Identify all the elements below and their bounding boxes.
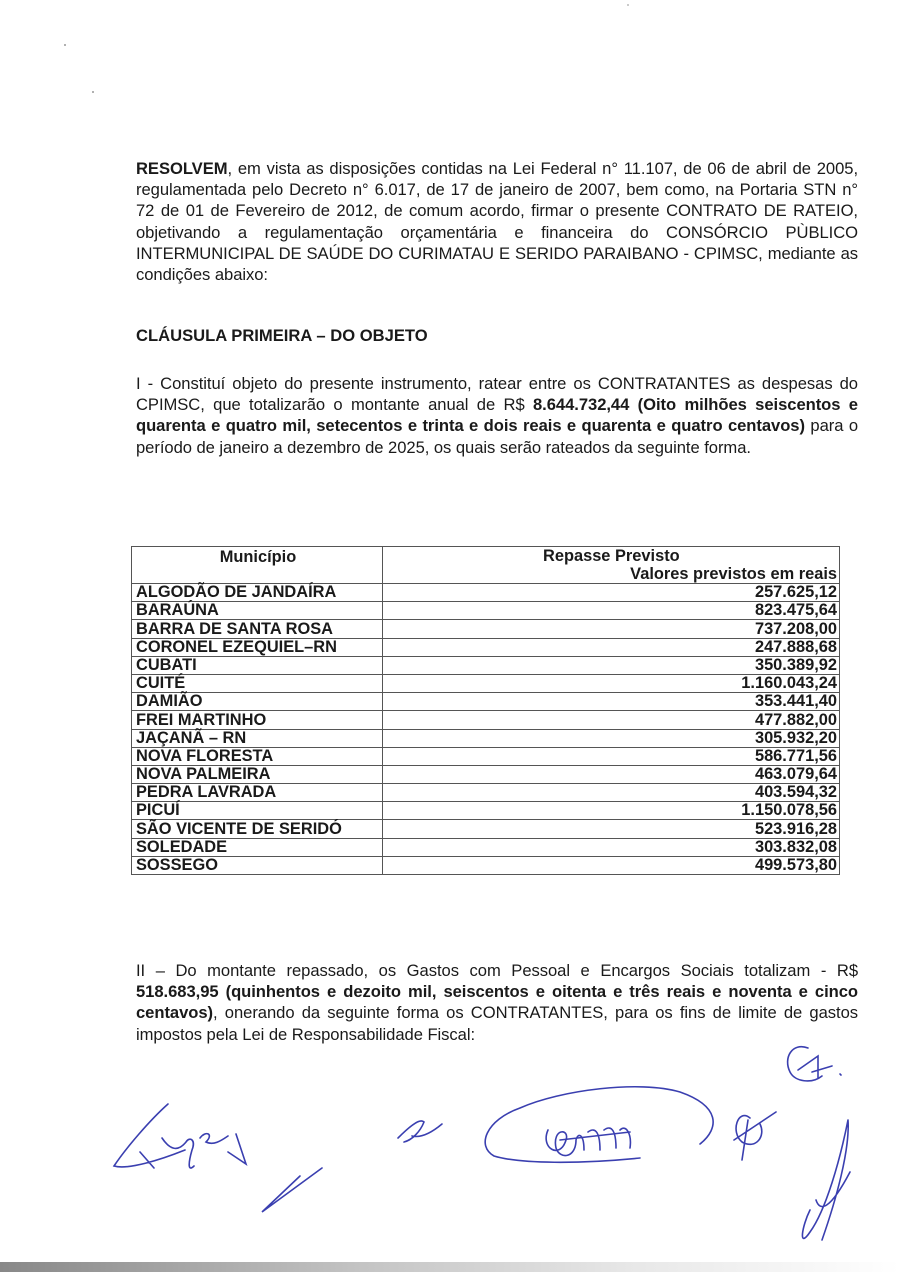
signature-5 <box>734 1112 776 1160</box>
initial-signature-top-right <box>788 1047 841 1081</box>
valor-cell: 586.771,56 <box>383 747 840 765</box>
header-repasse-title: Repasse Previsto <box>543 547 680 565</box>
valor-cell: 247.888,68 <box>383 638 840 656</box>
municipio-cell: DAMIÃO <box>132 693 383 711</box>
municipio-cell: SOLEDADE <box>132 838 383 856</box>
valor-cell: 303.832,08 <box>383 838 840 856</box>
municipio-cell: PICUÍ <box>132 802 383 820</box>
valor-cell: 353.441,40 <box>383 693 840 711</box>
personnel-amount: 518.683,95 (quinhentos e dezoito mil, seiscentos e oitenta e três reais e noventa e cinco centavos) <box>136 982 858 1023</box>
valor-cell: 257.625,12 <box>383 584 840 602</box>
personnel-text-after: , onerando da seguinte forma os CONTRATANTES, para os fins de limite de gastos impostos pela Lei de Responsabilidade Fiscal: <box>136 1003 858 1044</box>
municipio-cell: BARAÚNA <box>132 602 383 620</box>
resolvem-text: , em vista as disposições contidas na Lei Federal n° 11.107, de 06 de abril de 2005, regulamentada pelo Decreto n° 6.017, de 17 de janeiro de 2007, bem como, na Portaria STN n° 72 de 01 de Fevereiro de 2012, de comum acordo, firmar o presente CONTRATO DE RATEIO, objetivando a regulamentação orçamentária e financeira do CONSÓRCIO PÙBLICO INTERMUNICIPAL DE SAÚDE DO CURIMATAU E SERIDO PARAIBANO - CPIMSC, mediante as condições abaixo: <box>136 159 858 285</box>
municipio-cell: SÃO VICENTE DE SERIDÓ <box>132 820 383 838</box>
valor-cell: 523.916,28 <box>383 820 840 838</box>
object-text-before: I - Constituí objeto do presente instrumento, ratear entre os CONTRATANTES as despesas do CPIMSC, que totalizarão o montante anual de R$ <box>136 374 858 415</box>
valor-cell: 1.160.043,24 <box>383 674 840 692</box>
total-amount: 8.644.732,44 (Oito milhões seiscentos e quarenta e quatro mil, setecentos e trinta e dois reais e quarenta e quatro centavos) <box>136 395 858 436</box>
signature-3 <box>398 1121 442 1142</box>
clause-title: CLÁUSULA PRIMEIRA – DO OBJETO <box>136 326 428 345</box>
valor-cell: 737.208,00 <box>383 620 840 638</box>
valor-cell: 350.389,92 <box>383 656 840 674</box>
valor-cell: 823.475,64 <box>383 602 840 620</box>
municipio-cell: SOSSEGO <box>132 856 383 874</box>
valor-cell: 305.932,20 <box>383 729 840 747</box>
header-municipio: Município <box>132 547 383 584</box>
signature-4 <box>485 1087 713 1163</box>
municipio-cell: CUITÉ <box>132 674 383 692</box>
municipio-cell: BARRA DE SANTA ROSA <box>132 620 383 638</box>
municipio-cell: JAÇANÃ – RN <box>132 729 383 747</box>
municipio-cell: NOVA PALMEIRA <box>132 765 383 783</box>
resolvem-lead: RESOLVEM <box>136 159 228 178</box>
municipio-cell: NOVA FLORESTA <box>132 747 383 765</box>
signature-1 <box>114 1104 228 1168</box>
valor-cell: 499.573,80 <box>383 856 840 874</box>
valor-cell: 1.150.078,56 <box>383 802 840 820</box>
municipio-cell: CUBATI <box>132 656 383 674</box>
header-repasse-subtitle: Valores previstos em reais <box>630 565 837 583</box>
signature-2 <box>228 1134 322 1212</box>
municipio-cell: FREI MARTINHO <box>132 711 383 729</box>
scan-edge-shadow <box>0 1262 900 1272</box>
object-text-after: para o período de janeiro a dezembro de 2025, os quais serão rateados da seguinte forma. <box>136 416 858 457</box>
municipio-cell: PEDRA LAVRADA <box>132 784 383 802</box>
valor-cell: 403.594,32 <box>383 784 840 802</box>
valor-cell: 477.882,00 <box>383 711 840 729</box>
personnel-text-before: II – Do montante repassado, os Gastos com Pessoal e Encargos Sociais totalizam - R$ <box>136 961 858 980</box>
valor-cell: 463.079,64 <box>383 765 840 783</box>
municipio-cell: CORONEL EZEQUIEL–RN <box>132 638 383 656</box>
signature-6 <box>802 1120 850 1240</box>
municipio-cell: ALGODÃO DE JANDAÍRA <box>132 584 383 602</box>
